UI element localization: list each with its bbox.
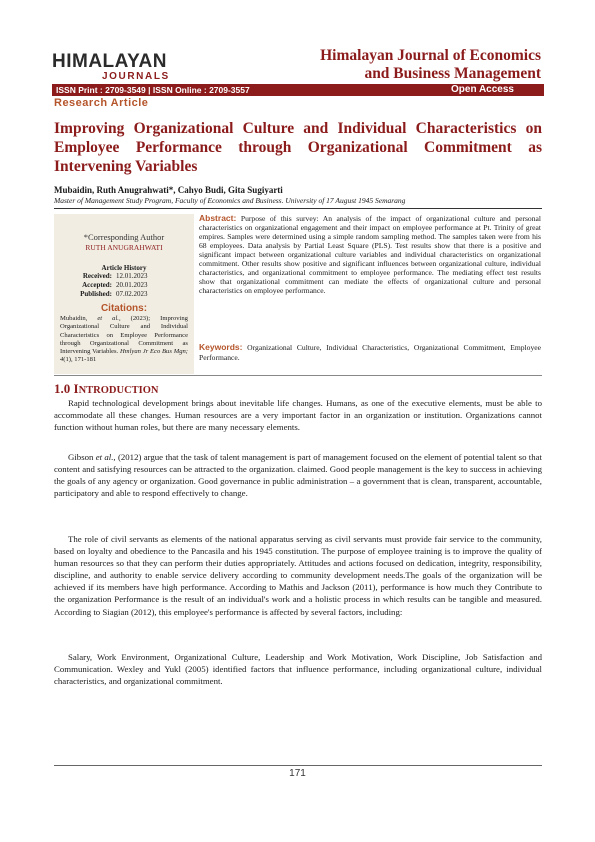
issn-bar (52, 84, 544, 96)
open-access-label: Open Access (451, 84, 514, 95)
journal-title-line2: and Business Management (364, 65, 541, 82)
header-divider (54, 208, 542, 209)
page-number: 171 (289, 768, 306, 779)
history-value: 20.01.2023 (116, 281, 148, 289)
footer-divider (54, 765, 542, 766)
paragraph-4: Salary, Work Environment, Organizational Culture, Leadership and Work Motivation, Work Discipline, Job Satisfaction and Communication. Wexley and Yukl (2005) identified factors that influence performance, including organizational culture, individual characteristics, and organizational commitment. (54, 652, 542, 687)
paragraph-2: Gibson et al., (2012) argue that the task of talent management is part of management focused on the element of potential talent so that content and satisfying resources can be attracted to the organization. claimed. Good people management is the key to success in achieving the goals of any agency or organization. Good governance in public administration – a government that is clean, transparent, accountable, participatory and able to respond effectively to change. (54, 452, 543, 499)
section-heading: 1.0 INTRODUCTION (54, 381, 159, 396)
paragraph-3: The role of civil servants as elements of the national apparatus serving as civil servants must provide fair service to the community, based on loyalty and obedience to the Pancasila and his 1945 constitution. The purpose of employee training is to improve the quality of human resources so that they can perform their duties appropriately. Attitudes and actions focused on dedication, integrity, responsibility, discipline, and authority to enable service delivery according to community development needs.The goals of the organization will be achieved if its members have high performance. According to Mathis and Jackson (2011), performance is how much they Contribute to the organization Performance is the result of an individual's work and a holistic process in which results can be tangible and measured. According to Siagian (2012), this employee's performance is affected by several factors, including: (54, 534, 542, 617)
paper-title: Improving Organizational Culture and Individual Characteristics on Employee Performance through Organizational Commitment as Intervening Variables (54, 120, 542, 175)
history-row (60, 281, 188, 290)
history-key: Published: (80, 290, 112, 298)
history-row (60, 290, 188, 299)
abstract-divider (54, 375, 542, 376)
history-key: Accepted: (82, 281, 112, 289)
affiliation: Master of Management Study Program, Faculty of Economics and Business. University of 17 August 1945 Semarang (54, 196, 406, 205)
history-title: Article History (101, 264, 147, 272)
keywords-text: Organizational Culture, Individual Characteristics, Organizational Commitment, Employee Performance. (199, 343, 541, 362)
citation-text: Mubaidin, et al., (2023); Improving Organizational Culture and Individual Characteristics on Employee Performance through Organizational Commitment as Intervening Variables. Hmlyan Jr Eco Bus Mgn; 4(1), 171-181 (60, 315, 188, 364)
journal-title-line1: Himalayan Journal of Economics (320, 47, 541, 64)
article-info-box (54, 214, 194, 374)
abstract-text: Purpose of this survey: An analysis of the impact of organizational culture and personal characteristics on organizational engagement and their impact on employee performance at Pt. Trinity of great empires. Samples were determined using a simple random sampling method. The samples taken were from his 68 employees. Data analysis by Partial Least Square (PLS). Test results show that there is a positive and significant impact between organizational culture variables and individual characteristics on organizational commitment. Other results show positive and significant influences between organizational culture, individual characteristics, and organizational commitment to employee performance. The mediating effect test results show that organizational commitment can mediate the effects of organizational culture and personal characteristics on employee performance. (199, 214, 541, 296)
keywords (199, 343, 541, 362)
paragraph-1: Rapid technological development brings about inevitable life changes. Humans, as one of the executive elements, must be able to accommodate all these changes. Human resources are a very important factor in an organization or institution. Organizations cannot function without human roles, but there are many necessary elements. (54, 398, 542, 433)
logo-main-text: HIMALAYAN (52, 51, 168, 72)
issn-text: ISSN Print : 2709-3549 | ISSN Online : 2709-3557 (56, 85, 250, 95)
keywords-label: Keywords: (199, 342, 243, 352)
authors: Mubaidin, Ruth Anugrahwati*, Cahyo Budi, Gita Sugiyarti (54, 185, 283, 195)
corresponding-name: RUTH ANUGRAHWATI (85, 243, 163, 252)
abstract-label: Abstract: (199, 213, 237, 223)
journal-logo (52, 51, 182, 85)
history-key: Received: (82, 272, 112, 280)
article-type: Research Article (54, 97, 149, 109)
journal-title (281, 47, 541, 83)
citations-title: Citations: (100, 303, 148, 314)
history-value: 12.01.2023 (116, 272, 148, 280)
abstract (199, 214, 541, 295)
history-value: 07.02.2023 (116, 290, 148, 298)
history-row (60, 272, 188, 281)
logo-sub-text: JOURNALS (102, 71, 170, 82)
corresponding-label: *Corresponding Author (83, 232, 165, 242)
